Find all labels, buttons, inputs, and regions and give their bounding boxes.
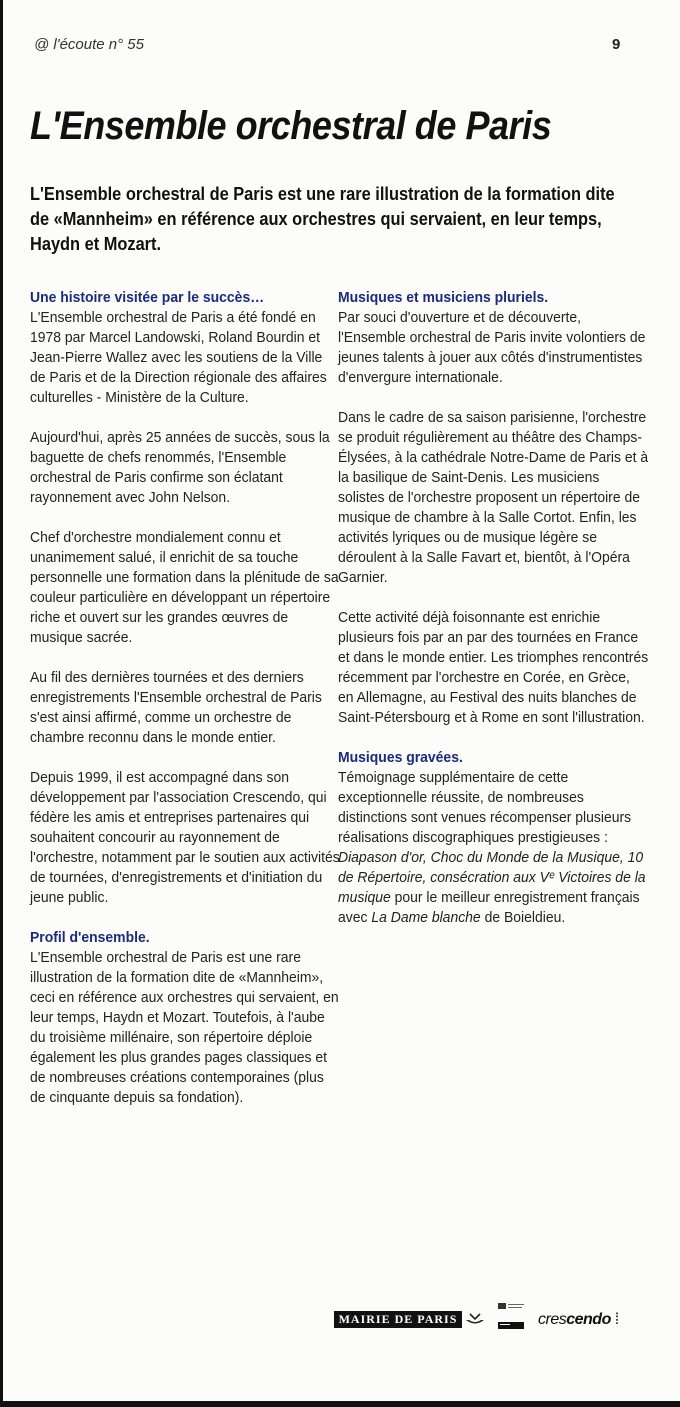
paragraph: Au fil des dernières tournées et des derniers enregistrements l'Ensemble orchestral de Paris s'est ainsi affirmé, comme un orchestre de chambre reconnu dans le monde entier. (30, 669, 322, 746)
article-title: L'Ensemble orchestral de Paris (30, 104, 552, 148)
paris-ship-icon (464, 1311, 486, 1328)
left-column (30, 288, 340, 1128)
section-heading-profil: Profil d'ensemble. (30, 929, 150, 946)
section-heading-musiques-pluriels: Musiques et musiciens pluriels. (338, 289, 549, 306)
running-head: @ l'écoute n° 55 (34, 36, 144, 53)
paragraph: Chef d'orchestre mondialement connu et unanimement salué, il enrichit de sa touche personnelle une formation dans la plénitude de sa couleur particulière en développant un répertoire riche et ouvert sur les grandes œuvres de musique sacrée. (30, 529, 339, 646)
article-lead: L'Ensemble orchestral de Paris est une rare illustration de la formation dite de «Mannheim» en référence aux orchestres qui servaient, en leur temps, Haydn et Mozart. (30, 184, 615, 254)
crescendo-mark-icon: ⁞ (610, 1311, 619, 1328)
section-heading-histoire: Une histoire visitée par le succès… (30, 289, 265, 306)
right-column (338, 288, 648, 948)
mairie-de-paris-logo: MAIRIE DE PARIS (334, 1311, 462, 1328)
paragraph: L'Ensemble orchestral de Paris a été fondé en 1978 par Marcel Landowski, Roland Bourdin et Jean-Pierre Wallez avec les soutiens de la Ville de Paris et de la Direction régionale des affaires culturelles - Ministère de la Culture. (30, 309, 327, 406)
paragraph-discography (338, 768, 649, 928)
ministere-culture-logo (496, 1302, 526, 1330)
paragraph: Aujourd'hui, après 25 années de succès, sous la baguette de chefs renommés, l'Ensemble orchestral de Paris confirme son éclatant rayonnement avec John Nelson. (30, 429, 330, 506)
scan-edge-left (0, 0, 3, 1407)
crescendo-logo (538, 1311, 619, 1329)
paragraph: L'Ensemble orchestral de Paris est une rare illustration de la formation dite de «Mannheim», ceci en référence aux orchestres qui servaient, en leur temps, Haydn et Mozart. Toutefois, à l'aube du troisième millénaire, son répertoire déploie également les plus grandes pages classiques et de nombreuses créations contemporaines (plus de cinquante depuis sa fondation). (30, 949, 339, 1106)
paragraph: Depuis 1999, il est accompagné dans son développement par l'association Crescendo, qui fédère les amis et entreprises partenaires qui souhaitent concourir au rayonnement de l'orchestre, notamment par le soutien aux activités de tournées, d'enregistrements et d'initiation du jeune public. (30, 769, 340, 906)
paragraph: Cette activité déjà foisonnante est enrichie plusieurs fois par an par des tournées en France et dans le monde entier. Les triomphes rencontrés récemment par l'orchestre en Corée, en Grèce, en Allemagne, au Festival des nuits blanches de Saint-Pétersbourg et à Rome en sont l'illustration. (338, 609, 649, 726)
page-number: 9 (612, 36, 621, 53)
crescendo-logo-light: cres (538, 1311, 567, 1328)
work-title: La Dame blanche (371, 909, 481, 926)
text-run: de Boieldieu. (480, 909, 566, 926)
section-heading-musiques-gravees: Musiques gravées. (338, 749, 463, 766)
paragraph: Dans le cadre de sa saison parisienne, l'orchestre se produit régulièrement au théâtre des Champs-Élysées, à la cathédrale Notre-Dame de Paris et à la basilique de Saint-Denis. Les musiciens solistes de l'orchestre proposent un répertoire de musique de chambre à la Salle Cortot. Enfin, les activités lyriques ou de musique légère se déroulent à la Salle Favart et, bientôt, à l'Opéra Garnier. (338, 409, 649, 586)
paragraph: Par souci d'ouverture et de découverte, l'Ensemble orchestral de Paris invite volontiers de jeunes talents à jouer aux côtés d'instrumentistes d'envergure internationale. (338, 309, 646, 386)
text-run: pour le meilleur enregistrement français avec (338, 889, 640, 926)
award-list: Diapason d'or, Choc du Monde de la Musique, 10 de Répertoire, consécration aux Vᵉ Victoires de la musique (338, 849, 646, 906)
scan-edge-bottom (0, 1401, 680, 1407)
crescendo-logo-bold: cendo (566, 1311, 611, 1328)
text-run: Témoignage supplémentaire de cette exceptionnelle réussite, de nombreuses distinctions sont venues récompenser plusieurs réalisations discographiques prestigieuses : (338, 769, 632, 846)
